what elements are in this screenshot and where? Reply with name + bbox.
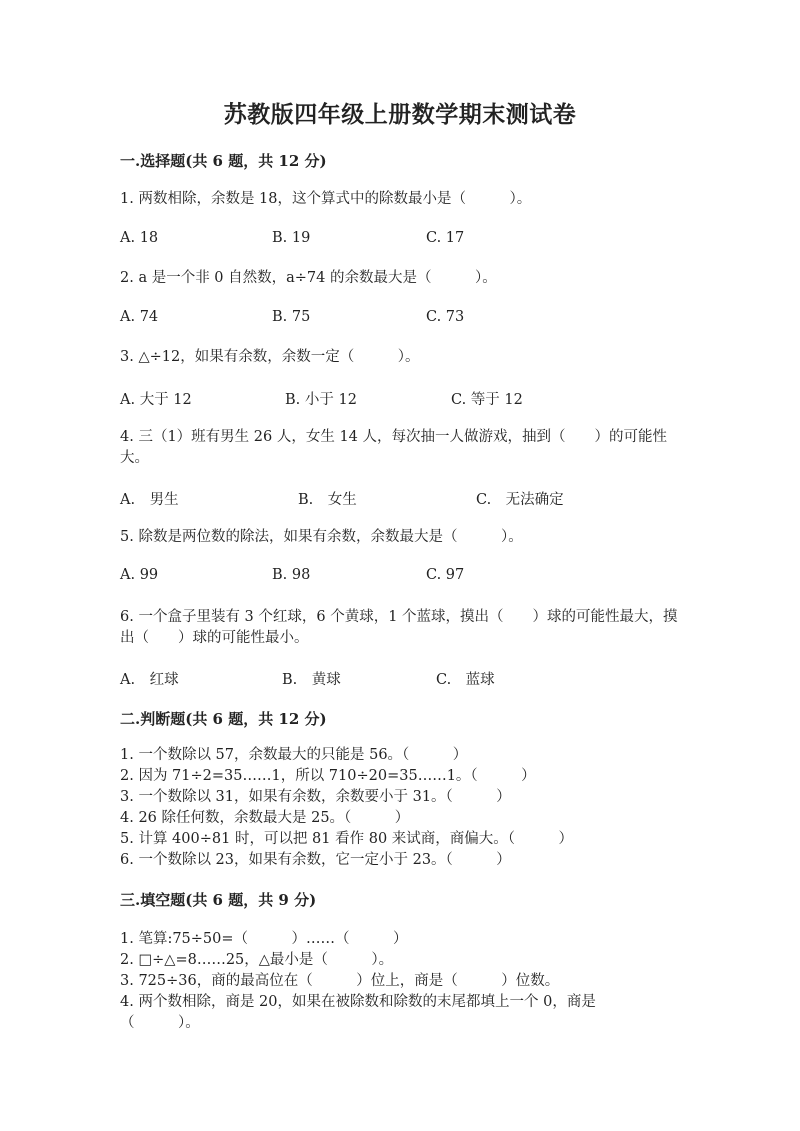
fill-item: 3. 725÷36，商的最高位在（ ）位上，商是（ ）位数。	[120, 973, 560, 989]
option-c: C. 17	[426, 230, 465, 246]
option-c: C. 等于 12	[451, 392, 523, 408]
option-a: A. 男生	[120, 492, 179, 508]
question-3: 3. △÷12，如果有余数，余数一定（ ）。	[120, 349, 420, 365]
question-1: 1. 两数相除，余数是 18，这个算式中的除数最小是（ ）。	[120, 191, 532, 207]
option-c: C. 97	[426, 567, 465, 583]
option-b: B. 19	[272, 230, 311, 246]
judge-item: 1. 一个数除以 57，余数最大的只能是 56。（ ）	[120, 747, 468, 763]
option-b: B. 75	[272, 309, 311, 325]
judge-item: 6. 一个数除以 23，如果有余数，它一定小于 23。（ ）	[120, 852, 511, 868]
option-a: A. 红球	[120, 672, 179, 688]
option-a: A. 18	[120, 230, 159, 246]
option-b: B. 女生	[298, 492, 357, 508]
fill-item: 1. 笔算:75÷50=（ ）……（ ）	[120, 931, 408, 947]
fill-item: 2. □÷△=8……25，△最小是（ ）。	[120, 952, 394, 968]
judge-item: 5. 计算 400÷81 时，可以把 81 看作 80 来试商，商偏大。（ ）	[120, 831, 574, 847]
option-a: A. 99	[120, 567, 159, 583]
section-heading-fill-blank: 三.填空题(共 6 题，共 9 分)	[120, 891, 317, 909]
question-4: 4. 三（1）班有男生 26 人，女生 14 人，每次抽一人做游戏，抽到（ ）的可能性大。	[120, 429, 668, 466]
option-c: C. 73	[426, 309, 465, 325]
section-heading-true-false: 二.判断题(共 6 题，共 12 分)	[120, 710, 327, 728]
question-2: 2. a 是一个非 0 自然数，a÷74 的余数最大是（ ）。	[120, 270, 497, 286]
option-b: B. 小于 12	[285, 392, 357, 408]
judge-item: 4. 26 除任何数，余数最大是 25。（ ）	[120, 810, 410, 826]
fill-item: 4. 两个数相除，商是 20，如果在被除数和除数的末尾都填上一个 0，商是（ ）。	[120, 994, 596, 1031]
option-b: B. 98	[272, 567, 311, 583]
question-5: 5. 除数是两位数的除法，如果有余数，余数最大是（ ）。	[120, 529, 523, 545]
question-6: 6. 一个盒子里装有 3 个红球，6 个黄球，1 个蓝球，摸出（ ）球的可能性最大，摸出（ ）球的可能性最小。	[120, 609, 678, 646]
judge-item: 2. 因为 71÷2=35……1，所以 710÷20=35……1。（ ）	[120, 768, 536, 784]
page-title: 苏教版四年级上册数学期末测试卷	[223, 101, 577, 128]
option-b: B. 黄球	[282, 672, 341, 688]
judge-item: 3. 一个数除以 31，如果有余数，余数要小于 31。（ ）	[120, 789, 511, 805]
option-c: C. 无法确定	[476, 492, 564, 508]
option-a: A. 74	[120, 309, 159, 325]
option-c: C. 蓝球	[436, 672, 495, 688]
option-a: A. 大于 12	[120, 392, 192, 408]
section-heading-multiple-choice: 一.选择题(共 6 题，共 12 分)	[120, 152, 327, 170]
